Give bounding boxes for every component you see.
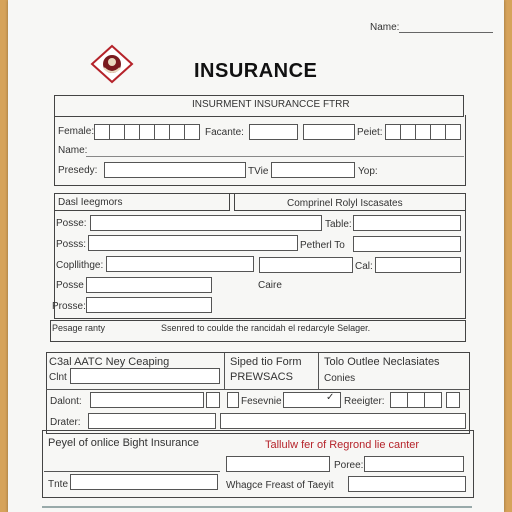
row4-right-label: Caire [258, 280, 282, 291]
row3-mid-field[interactable] [259, 257, 353, 273]
row5-left-label: Prosse: [52, 301, 86, 312]
peiet-cells[interactable] [385, 124, 460, 138]
row1-left-field[interactable] [90, 215, 322, 231]
form-subtitle: INSURMENT INSURANCCE FTRR [192, 99, 350, 110]
col3-sub: Conies [324, 373, 356, 384]
peiet-label: Peiet: [357, 127, 383, 138]
details-left-header-text: Dasl Ieegmors [58, 197, 123, 208]
row3-right-label: Cal: [355, 261, 373, 272]
dalont-checkbox[interactable] [206, 392, 220, 408]
coverage-row-divider [46, 389, 470, 390]
tnte-field[interactable] [70, 474, 218, 490]
tvie-field[interactable] [271, 162, 355, 178]
details-right-header-text: Comprinel Rolyl Iscasates [287, 198, 403, 209]
reeigter-checkbox[interactable] [446, 392, 460, 408]
tnte-label: Tnte [48, 479, 69, 490]
insurance-form [8, 0, 504, 512]
reeigter-cells[interactable] [390, 392, 441, 406]
row3-right-field[interactable] [375, 257, 461, 273]
row2-left-label: Posss: [56, 239, 87, 250]
female-label: Female: [58, 126, 95, 137]
presedy-field[interactable] [104, 162, 246, 178]
notice-right-text: Ssenred to coulde the rancidah el redarcyle Selager. [161, 323, 371, 333]
drater-field-wide[interactable] [220, 413, 466, 429]
facante-field-2[interactable] [303, 124, 355, 140]
poree-right-field[interactable] [364, 456, 464, 472]
footer-field[interactable] [348, 476, 466, 492]
dalont-field[interactable] [90, 392, 204, 408]
fesevnie-checkbox[interactable] [227, 392, 239, 408]
row4-left-label: Posse [56, 280, 84, 291]
name-line[interactable] [399, 32, 493, 33]
fesevnie-label: Fesevnie [241, 396, 282, 407]
reeigter-label: Reeigter: [344, 396, 385, 407]
name-field-label: Name: [58, 145, 88, 156]
row1-right-field[interactable] [353, 215, 461, 231]
right-heading: Tallulw fer of Regrond lie canter [265, 439, 420, 451]
coverage-divider-1 [224, 353, 225, 389]
crest-logo-icon [90, 44, 134, 84]
female-cells[interactable] [94, 124, 199, 138]
coverage-divider-2 [318, 353, 319, 389]
col1-field[interactable] [70, 368, 220, 384]
col1-sub: Clnt [49, 372, 67, 383]
row3-left-label: Copllithge: [56, 260, 104, 271]
col3-header: Tolo Outlee Neclasiates [324, 356, 440, 368]
presedy-label: Presedy: [58, 165, 98, 176]
form-title: INSURANCE [194, 60, 318, 82]
facante-field[interactable] [249, 124, 298, 140]
row3-left-field[interactable] [106, 256, 254, 272]
col2-sub: PREWSACS [230, 371, 293, 383]
dalont-label: Dalont: [50, 396, 82, 407]
footer-text: Whagce Freast of Taeyit [226, 480, 334, 491]
tvie-label: TVie [248, 166, 269, 177]
col2-header: Siped tio Form [230, 356, 302, 368]
poree-left-field[interactable] [226, 456, 330, 472]
row5-left-field[interactable] [86, 297, 212, 313]
name-field-line[interactable] [86, 156, 464, 157]
col1-header: C3al AATC Ney Ceaping [49, 356, 170, 368]
facante-label: Facante: [205, 127, 244, 138]
left-signature-line[interactable] [44, 471, 220, 472]
left-heading: Peyel of onlice Bight Insurance [48, 437, 200, 449]
row2-left-field[interactable] [88, 235, 298, 251]
notice-left-text: Pesage ranty [52, 323, 106, 333]
row1-right-label: Table: [325, 219, 352, 230]
name-label: Name: [370, 22, 400, 33]
drater-label: Drater: [50, 417, 81, 428]
bottom-edge [42, 506, 472, 508]
row2-right-label: Petherl To [300, 240, 345, 251]
row4-left-field[interactable] [86, 277, 212, 293]
row1-left-label: Posse: [56, 218, 87, 229]
poree-label: Poree: [334, 460, 364, 471]
drater-field[interactable] [88, 413, 216, 429]
yop-label: Yop: [358, 166, 378, 177]
row2-right-field[interactable] [353, 236, 461, 252]
check-mark-icon: ✓ [326, 392, 335, 403]
